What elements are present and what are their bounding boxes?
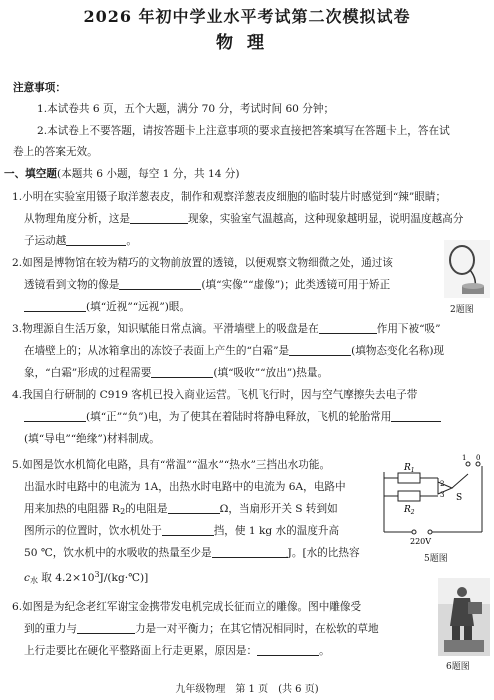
question-6-text: 力是一对平衡力；在其它情况相同时，在松软的草地: [134, 623, 379, 635]
figure-6-caption: 6题图: [446, 662, 470, 672]
question-5-line-2: 出温水时电路中的电流为 1A，出热水时电路中的电流为 6A，电路中: [24, 481, 346, 493]
question-4-text: (填“正”“负”)电，为了使其在着陆时将静电释放，飞机的轮胎常用: [86, 411, 392, 423]
question-6-text: 。: [319, 645, 330, 657]
question-5-text: Ω，当扇形开关 S 转到如: [219, 503, 338, 515]
answer-blank: [130, 211, 188, 224]
question-2-text: 透镜看到文物的像是: [24, 279, 120, 291]
question-3-line-3: [24, 365, 328, 381]
voltage-label: 220V: [410, 537, 432, 546]
answer-blank: [289, 343, 351, 356]
answer-blank: [168, 501, 220, 514]
contact-1-label: 1: [462, 454, 467, 462]
exam-subject: 物理: [216, 33, 278, 53]
notice-item-2a: 2.本试卷上不要答题，请按答题卡上注意事项的要求直接把答案填写在答题卡上，答在试: [37, 125, 450, 137]
section-1-heading: [4, 166, 240, 182]
answer-blank: [119, 277, 201, 290]
question-2-line-1: 2.如图是博物馆在较为精巧的文物前放置的透镜，以便观察文物细微之处，通过该: [12, 257, 393, 269]
question-5-text: J/(kg·℃)]: [99, 572, 149, 584]
question-3-line-2: [24, 343, 444, 359]
subscript: 2: [120, 507, 126, 516]
question-6-line-3: [24, 643, 330, 659]
answer-blank: [391, 409, 441, 422]
question-3-text: 象，“白霜”形成的过程需要: [24, 367, 152, 379]
question-5-line-1: 5.如图是饮水机简化电路，具有“常温”“温水”“热水”三挡出水功能。: [12, 459, 331, 471]
question-6-line-1: 6.如图是为纪念老红军谢宝金携带发电机完成长征而立的雕像。图中雕像受: [12, 601, 362, 613]
question-4-line-3: (填“导电”“绝缘”)材料制成。: [24, 433, 160, 445]
question-5-line-4: [24, 523, 339, 539]
question-6-text: 到的重力与: [24, 623, 77, 635]
question-1-line-1: 1.小明在实验室用镊子取洋葱表皮，制作和观察洋葱表皮细胞的临时装片时感觉到“辣”眼睛；: [12, 191, 447, 203]
section-1-title: 一、填空题: [4, 168, 57, 180]
contact-0-label: 0: [476, 454, 481, 462]
contact-3-label: 3: [440, 491, 445, 499]
question-1-text: 从物理角度分析，这是: [24, 213, 130, 225]
figure-2-caption: 2题图: [450, 305, 474, 315]
question-2-text: (填“实像”“虚像”)；此类透镜可用于矫正: [201, 279, 391, 291]
question-5-text: J。[水的比热容: [287, 547, 360, 559]
question-3-text: 3.物理源自生活万象，知识赋能日常点滴。平滑墙壁上的吸盘是在: [12, 323, 319, 335]
question-1-text: 。: [126, 235, 137, 247]
answer-blank: [319, 321, 377, 334]
notice-item-1: 1.本试卷共 6 页，五个大题，满分 70 分，考试时间 60 分钟；: [37, 103, 335, 115]
resistor-r1-label: $R_1$: [404, 463, 415, 474]
question-5-text: 图所示的位置时，饮水机处于: [24, 525, 162, 537]
answer-blank: [77, 621, 135, 634]
question-5-text: 取 4.2×10: [37, 572, 95, 584]
answer-blank: [66, 233, 126, 246]
question-5-text: c: [24, 572, 30, 584]
question-6-text: 上行走要比在硬化平整路面上行走更累，原因是：: [24, 645, 258, 657]
question-5-text: 的电阻是: [125, 503, 168, 515]
question-3-text: 在墙壁上的；从冰箱拿出的冻饺子表面上产生的“白霜”是: [24, 345, 290, 357]
question-4-line-2: [24, 409, 441, 425]
question-6-line-2: [24, 621, 379, 637]
question-1-line-2: [24, 211, 463, 227]
answer-blank: [212, 545, 288, 558]
question-3-text: (填“吸收”“放出”)热量。: [213, 367, 329, 379]
question-3-text: (填物态变化名称)现: [351, 345, 445, 357]
question-5-line-5: [24, 545, 360, 561]
question-5-text: 50 ℃，饮水机中的水吸收的热量至少是: [24, 547, 212, 559]
notice-item-2b: 卷上的答案无效。: [13, 146, 98, 158]
question-2-text: (填“近视”“远视”)眼。: [86, 301, 191, 313]
answer-blank: [162, 523, 214, 536]
notice-heading: 注意事项：: [13, 82, 66, 94]
subscript: 水: [29, 576, 38, 585]
question-2-line-3: [24, 299, 190, 315]
question-3-line-1: [12, 321, 441, 337]
question-1-text: 现象，实验室气温越高，这种现象越明显，说明温度越高分: [187, 213, 464, 225]
question-1-line-3: [24, 233, 137, 249]
answer-blank: [24, 299, 86, 312]
question-1-text: 子运动越: [24, 235, 67, 247]
question-3-text: 作用下被“吸”: [376, 323, 441, 335]
question-5-line-6: [24, 567, 148, 589]
magnifier-lens-figure: [444, 240, 490, 298]
superscript: 3: [94, 570, 100, 579]
resistor-r2-label: $R_2$: [404, 505, 415, 516]
contact-2-label: 2: [440, 480, 445, 488]
section-1-detail: (本题共 6 小题，每空 1 分，共 14 分): [56, 168, 240, 180]
exam-title: 2026 年初中学业水平考试第二次模拟试卷: [83, 7, 411, 26]
question-5-text: 挡，使 1 kg 水的温度升高: [213, 525, 340, 537]
question-4-line-1: 4.我国自行研制的 C919 客机已投入商业运营。飞机飞行时，因与空气摩擦失去电子带: [12, 389, 418, 401]
answer-blank: [24, 409, 86, 422]
question-5-line-3: [24, 501, 338, 520]
figure-5-caption: 5题图: [424, 554, 448, 564]
question-2-line-2: [24, 277, 390, 293]
water-dispenser-circuit: [378, 452, 490, 548]
page-footer: 九年级物理 第 1 页 (共 6 页): [175, 684, 319, 695]
question-5-text: 用来加热的电阻器 R: [24, 503, 121, 515]
answer-blank: [257, 643, 319, 656]
statue-photo: [438, 578, 490, 656]
switch-s-label: S: [456, 493, 463, 503]
answer-blank: [151, 365, 213, 378]
